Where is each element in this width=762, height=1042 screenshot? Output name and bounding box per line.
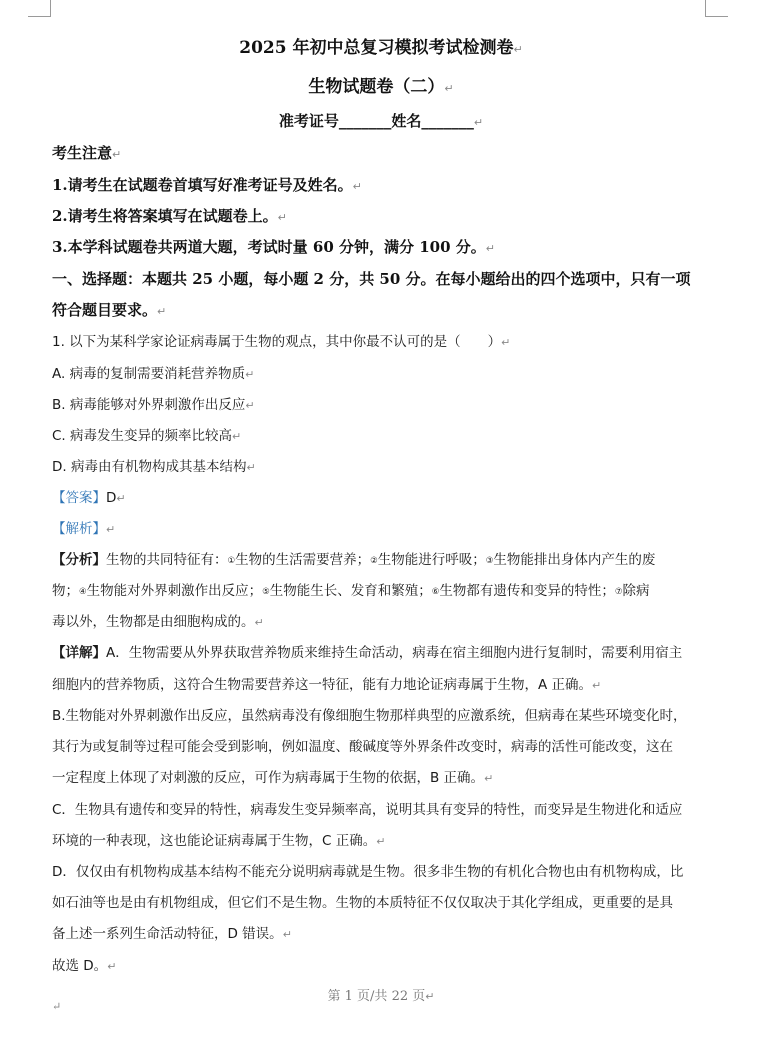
- xiangjie-b-line-2: [52, 735, 673, 755]
- fenxi-text: 除病: [622, 583, 650, 599]
- xiangjie-text: 如石油等也是由有机物组成，但它们不是生物。生物的本质特征不仅仅取决于其化学组成，更重要的是具: [52, 895, 673, 911]
- fenxi-text: 生物能对外界刺激作出反应；: [86, 583, 263, 599]
- end-paragraph-mark-icon: ↵: [52, 1000, 62, 1013]
- xiangjie-text: D．仅仅由有机物构成基本结构不能充分说明病毒就是生物。很多非生物的有机化合物也由有机物构成，比: [52, 864, 684, 880]
- xiangjie-d-line-2: [52, 891, 673, 911]
- answer-label: 【答案】: [52, 490, 106, 506]
- page-number: 第 1 页/共 22 页: [327, 989, 426, 1004]
- paragraph-mark-icon: ↵: [444, 82, 454, 95]
- option-text: A. 病毒的复制需要消耗营养物质: [52, 366, 246, 382]
- notice-item-text: 1.请考生在试题卷首填写好准考证号及姓名。: [52, 176, 353, 194]
- name-blank[interactable]: _______: [421, 112, 474, 130]
- option-c: [52, 424, 241, 444]
- analysis-label: 【解析】: [52, 521, 106, 537]
- xiangjie-text: C．生物具有遗传和变异的特性，病毒发生变异频率高，说明其具有变异的特性，而变异是生物进化和适应: [52, 802, 683, 818]
- circled-number: ⑦: [614, 587, 623, 597]
- paragraph-mark-icon: ↵: [112, 148, 122, 161]
- exam-subtitle-text: 生物试题卷（二）: [308, 77, 445, 97]
- section-heading-line-2: [52, 299, 166, 320]
- circled-number: ⑥: [431, 587, 440, 597]
- exam-title: [0, 33, 762, 58]
- paragraph-mark-icon: ↵: [282, 928, 292, 941]
- option-text: C. 病毒发生变异的频率比较高: [52, 428, 233, 444]
- paragraph-mark-icon: ↵: [484, 772, 494, 785]
- xiangjie-text: A．生物需要从外界获取营养物质来维持生命活动，病毒在宿主细胞内进行复制时，需要利用宿主: [106, 645, 683, 661]
- option-text: D. 病毒由有机物构成其基本结构: [52, 459, 247, 475]
- fenxi-line-3: [52, 610, 264, 630]
- circled-number: ③: [485, 556, 494, 566]
- paragraph-mark-icon: ↵: [277, 211, 287, 224]
- xiangjie-a-line-1: [52, 641, 682, 661]
- page-footer: [0, 985, 762, 1004]
- candidate-info-line: [0, 110, 762, 131]
- paragraph-mark-icon: ↵: [473, 116, 484, 129]
- paragraph-mark-icon: ↵: [513, 43, 523, 56]
- notice-item-1: [52, 174, 362, 195]
- fenxi-label: 【分析】: [52, 552, 106, 568]
- paragraph-mark-icon: ↵: [116, 492, 126, 505]
- paragraph-mark-icon: ↵: [107, 960, 117, 973]
- crop-mark-top-right: [705, 0, 728, 17]
- notice-item-text: 3.本学科试题卷共两道大题，考试时量 60 分钟，满分 100 分。: [52, 238, 486, 256]
- notice-heading-text: 考生注意: [52, 144, 113, 162]
- xiangjie-text: 备上述一系列生命活动特征，D 错误。: [52, 926, 283, 942]
- xiangjie-text: B.生物能对外界刺激作出反应，虽然病毒没有像细胞生物那样典型的应激系统，但病毒在某些环境变化时，: [52, 708, 687, 724]
- conclusion-line: [52, 954, 116, 974]
- option-b: [52, 393, 255, 413]
- paragraph-mark-icon: ↵: [157, 305, 167, 318]
- exam-subtitle: [0, 72, 762, 97]
- xiangjie-c-line-2: [52, 829, 385, 849]
- paragraph-mark-icon: ↵: [245, 399, 255, 412]
- notice-item-3: [52, 236, 495, 257]
- option-a: [52, 362, 254, 382]
- option-d: [52, 455, 256, 475]
- paragraph-mark-icon: ↵: [232, 430, 242, 443]
- xiangjie-d-line-1: [52, 860, 683, 880]
- paragraph-mark-icon: ↵: [245, 368, 255, 381]
- xiangjie-text: 环境的一种表现，这也能论证病毒属于生物，C 正确。: [52, 833, 377, 849]
- fenxi-text: 生物都有遗传和变异的特性；: [439, 583, 615, 599]
- fenxi-text: 毒以外，生物都是由细胞构成的。: [52, 614, 255, 630]
- name-label: 姓名: [391, 112, 422, 130]
- xiangjie-text: 细胞内的营养物质，这符合生物需要营养这一特征，能有力地论证病毒属于生物，A 正确。: [52, 677, 593, 693]
- section-heading-text: 符合题目要求。: [52, 301, 158, 319]
- circled-number: ④: [79, 587, 87, 597]
- xiangjie-d-line-3: [52, 922, 292, 942]
- circled-number: ②: [370, 556, 378, 566]
- exam-title-text: 2025 年初中总复习模拟考试检测卷: [239, 38, 514, 58]
- circled-number: ⑤: [262, 587, 270, 597]
- paragraph-mark-icon: ↵: [485, 242, 495, 255]
- fenxi-text: 物；: [52, 583, 79, 599]
- fenxi-text: 生物的共同特征有：: [106, 552, 228, 568]
- conclusion-text: 故选 D。: [52, 958, 108, 974]
- xiangjie-c-line-1: [52, 798, 682, 818]
- notice-heading: [52, 142, 121, 163]
- circled-number: ①: [227, 556, 236, 566]
- paragraph-mark-icon: ↵: [246, 461, 256, 474]
- question-stem: [52, 330, 510, 350]
- fenxi-text: 生物能生长、发育和繁殖；: [269, 583, 432, 599]
- option-text: B. 病毒能够对外界刺激作出反应: [52, 397, 246, 413]
- paragraph-mark-icon: ↵: [254, 616, 264, 629]
- fenxi-text: 生物的生活需要营养；: [235, 552, 371, 568]
- notice-item-text: 2.请考生将答案填写在试题卷上。: [52, 207, 278, 225]
- fenxi-line-2: [52, 579, 650, 599]
- fenxi-line-1: [52, 548, 655, 568]
- section-heading-text: 一、选择题：本题共 25 小题，每小题 2 分，共 50 分。在每小题给出的四个选项中，只有一项: [52, 270, 691, 288]
- fenxi-text: 生物能排出身体内产生的废: [493, 552, 656, 568]
- exam-id-label: 准考证号: [278, 112, 339, 130]
- answer-value: D: [106, 490, 117, 506]
- xiangjie-b-line-3: [52, 766, 493, 786]
- xiangjie-a-line-2: [52, 673, 601, 693]
- xiangjie-text: 其行为或复制等过程可能会受到影响，例如温度、酸碱度等外界条件改变时，病毒的活性可能改变，这在: [52, 739, 673, 755]
- crop-mark-top-left: [28, 0, 51, 17]
- analysis-heading: [52, 517, 115, 537]
- notice-item-2: [52, 205, 287, 226]
- paragraph-mark-icon: ↵: [501, 336, 511, 349]
- paragraph-mark-icon: ↵: [592, 679, 602, 692]
- fenxi-text: 生物能进行呼吸；: [377, 552, 486, 568]
- exam-id-blank[interactable]: _______: [338, 112, 392, 130]
- section-heading-line-1: [52, 268, 691, 289]
- paragraph-mark-icon: ↵: [352, 180, 362, 193]
- xiangjie-b-line-1: [52, 704, 687, 724]
- paragraph-mark-icon: ↵: [106, 523, 116, 536]
- answer-line: [52, 486, 126, 506]
- question-stem-text: 1. 以下为某科学家论证病毒属于生物的观点，其中你最不认可的是（ ）: [52, 334, 502, 350]
- paragraph-mark-icon: ↵: [376, 835, 386, 848]
- xiangjie-text: 一定程度上体现了对刺激的反应，可作为病毒属于生物的依据，B 正确。: [52, 770, 485, 786]
- xiangjie-label: 【详解】: [52, 645, 106, 661]
- paragraph-mark-icon: ↵: [425, 990, 435, 1003]
